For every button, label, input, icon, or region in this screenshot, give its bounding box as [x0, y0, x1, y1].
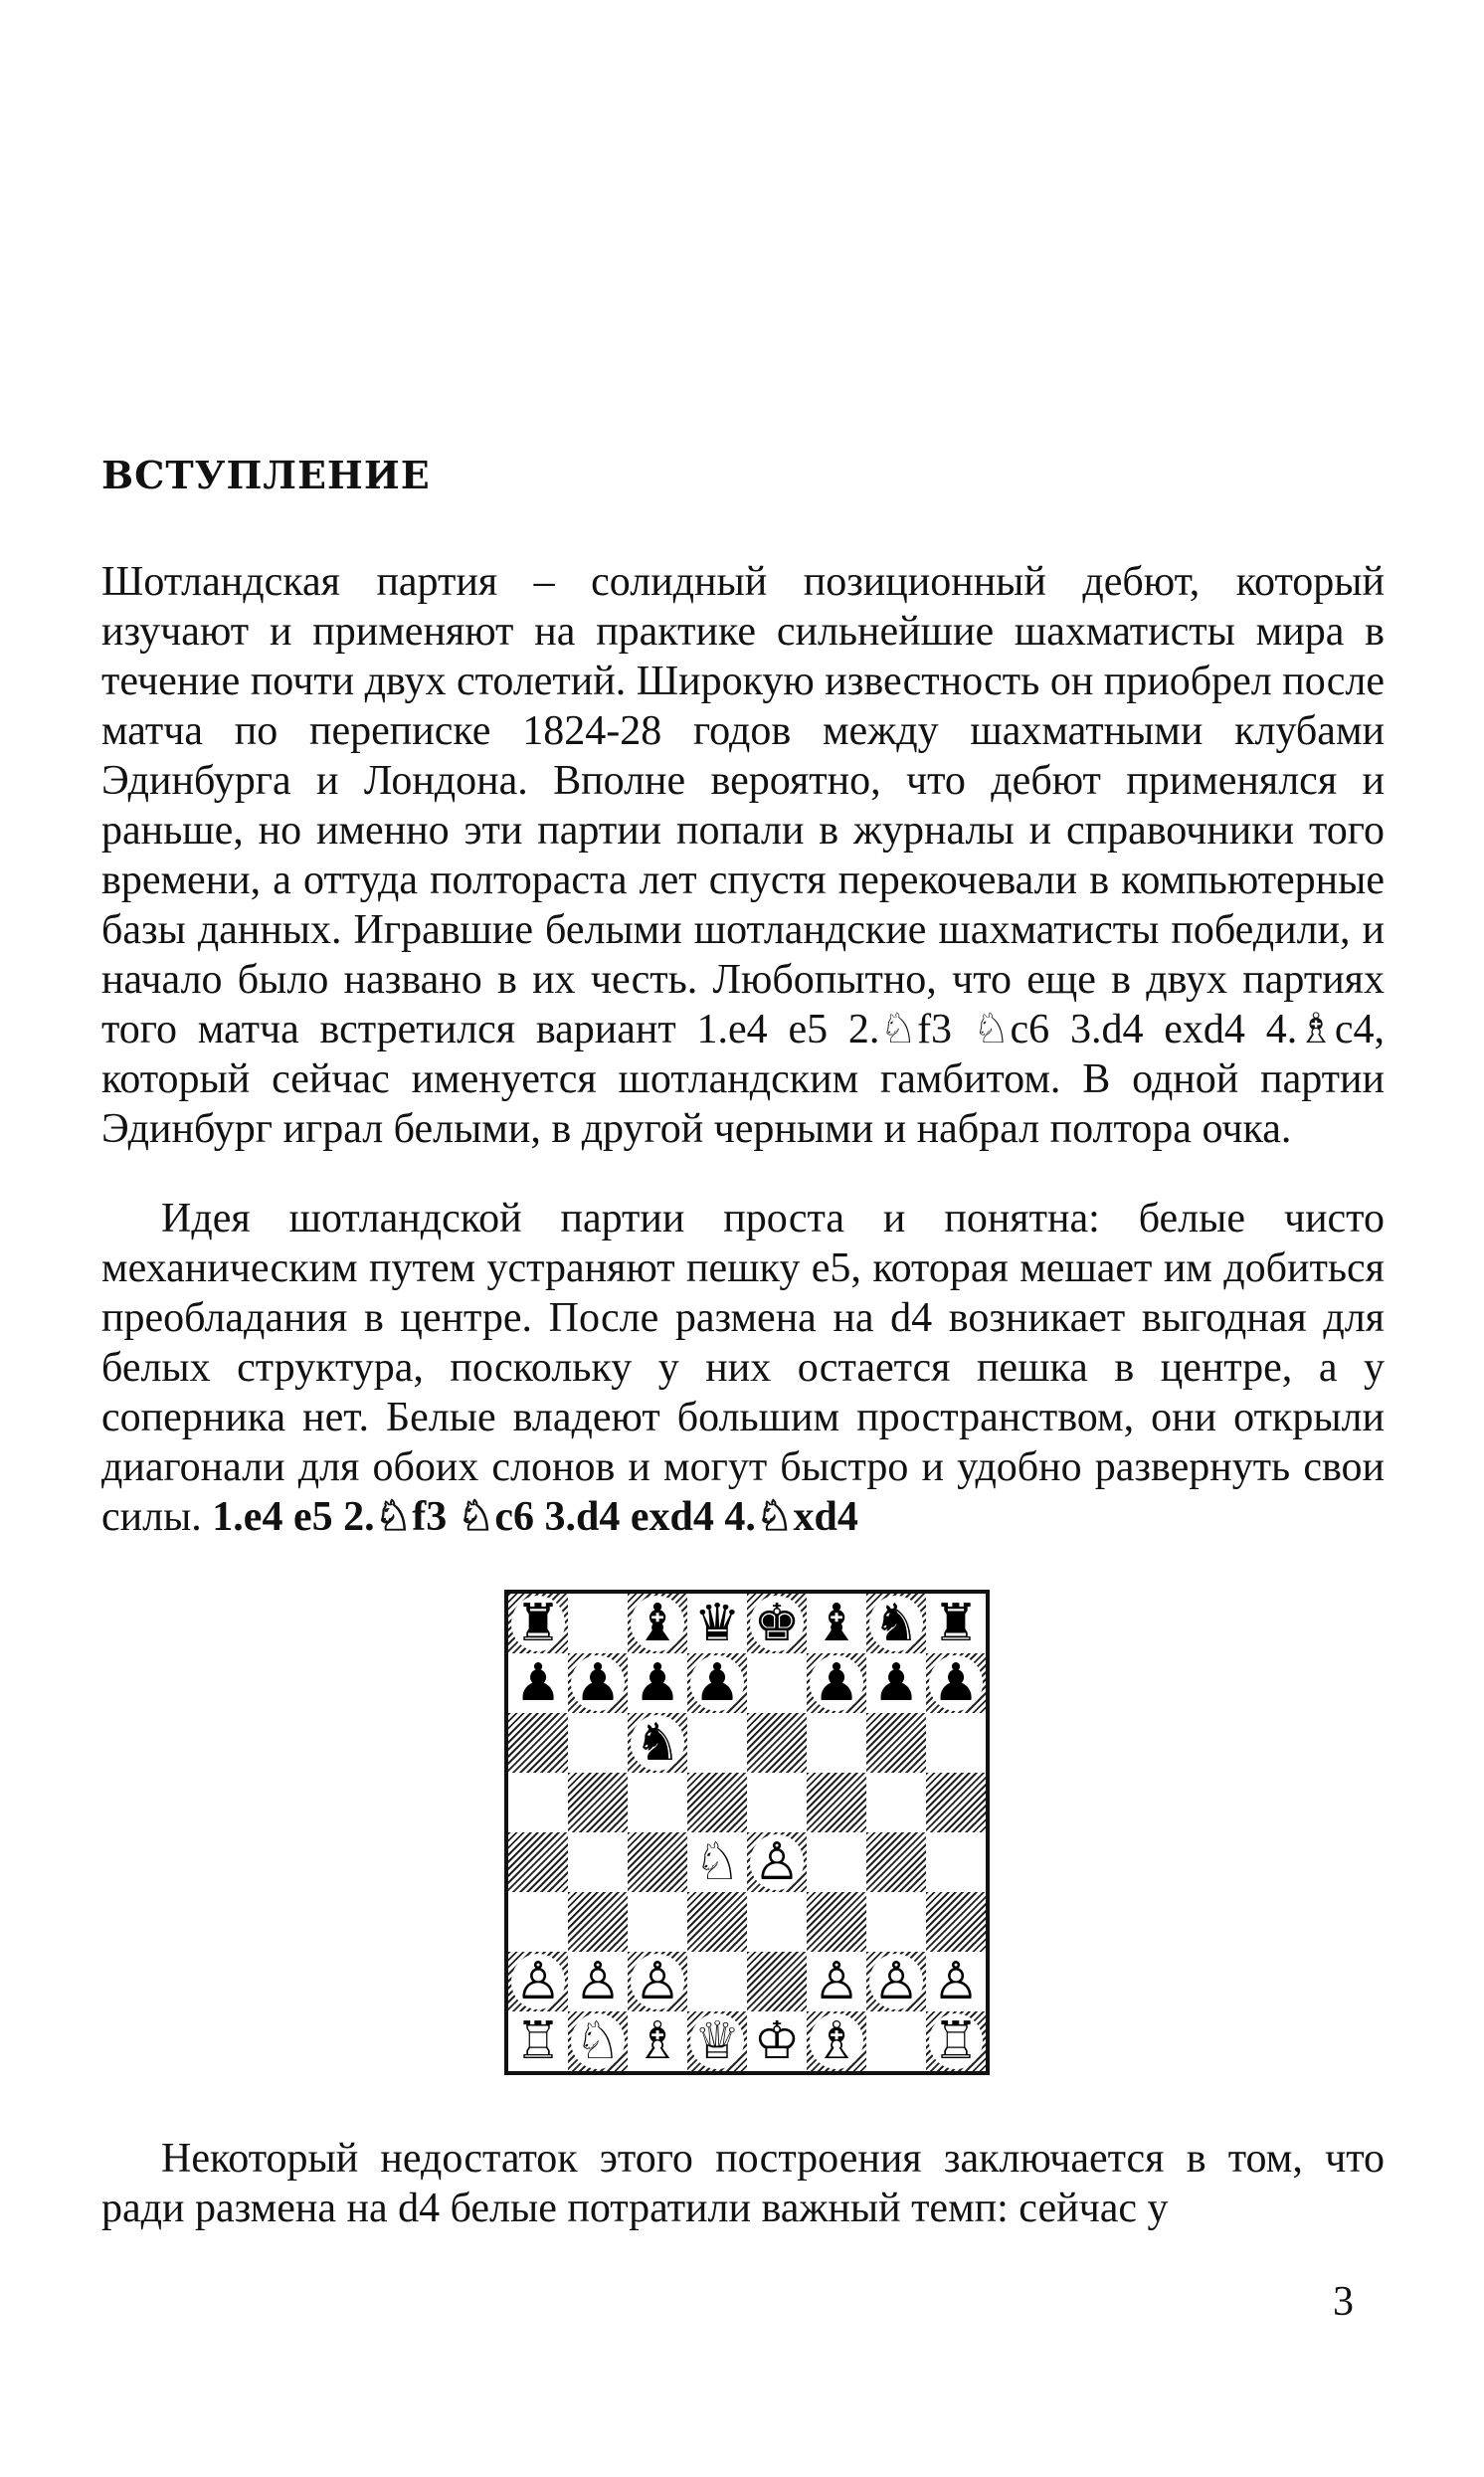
black-pawn-icon: ♟	[866, 1653, 926, 1713]
black-king-icon: ♚	[747, 1594, 807, 1653]
square-h4	[926, 1832, 986, 1892]
white-knight-icon: ♘	[687, 1832, 747, 1892]
square-e6	[747, 1713, 807, 1773]
black-bishop-icon: ♝	[807, 1594, 866, 1653]
square-d5	[687, 1773, 747, 1832]
black-pawn-icon: ♟	[628, 1653, 687, 1713]
square-g3	[866, 1892, 926, 1952]
square-b4	[568, 1832, 628, 1892]
square-g6	[866, 1713, 926, 1773]
black-knight-icon: ♞	[628, 1713, 687, 1773]
square-b6	[568, 1713, 628, 1773]
white-pawn-icon: ♙	[807, 1952, 866, 2011]
square-c3	[628, 1892, 687, 1952]
white-rook-icon: ♖	[926, 2011, 986, 2071]
black-rook-icon: ♜	[508, 1594, 568, 1653]
white-pawn-icon: ♙	[747, 1832, 807, 1892]
square-f5	[807, 1773, 866, 1832]
paragraph-idea-text: Идея шотландской партии проста и понятна: белые чисто механическим путем устраняют пешку e5, которая мешает им добиться преобладания в центре. После размена на d4 возникает выгодная для белых структура, поскольку у них остается пешка в центре, а у соперника нет. Белые владеют большим пространством, они открыли диагонали для обоих слонов и могут быстро и удобно развернуть свои силы.	[101, 1196, 1385, 1540]
white-pawn-icon: ♙	[568, 1952, 628, 2011]
square-h6	[926, 1713, 986, 1773]
square-f4	[807, 1832, 866, 1892]
square-d2	[687, 1952, 747, 2011]
black-queen-icon: ♛	[687, 1594, 747, 1653]
black-pawn-icon: ♟	[926, 1653, 986, 1713]
white-rook-icon: ♖	[508, 2011, 568, 2071]
main-line-moves: 1.e4 e5 2.♘f3 ♘c6 3.d4 exd4 4.♘xd4	[212, 1494, 858, 1540]
square-d3	[687, 1892, 747, 1952]
square-b3	[568, 1892, 628, 1952]
black-pawn-icon: ♟	[568, 1653, 628, 1713]
square-e7	[747, 1653, 807, 1713]
square-b5	[568, 1773, 628, 1832]
black-pawn-icon: ♟	[687, 1653, 747, 1713]
square-c4	[628, 1832, 687, 1892]
square-b8	[568, 1594, 628, 1653]
white-king-icon: ♔	[747, 2011, 807, 2071]
paragraph-continuation: Некоторый недостаток этого построения заключается в том, что ради размена на d4 белые потратили важный темп: сейчас у	[101, 2136, 1385, 2231]
square-g1	[866, 2011, 926, 2071]
square-a4	[508, 1832, 568, 1892]
square-f3	[807, 1892, 866, 1952]
square-a6	[508, 1713, 568, 1773]
square-e2	[747, 1952, 807, 2011]
square-f6	[807, 1713, 866, 1773]
chess-diagram	[504, 1590, 990, 2075]
paragraph-intro: Шотландская партия – солидный позиционный дебют, который изучают и применяют на практике сильнейшие шахматисты мира в течение почти двух столетий. Широкую известность он приобрел после матча по переписке 1824-28 годов между шахматными клубами Эдинбурга и Лондона. Вполне вероятно, что дебют применялся и раньше, но именно эти партии попали в журналы и справочники того времени, а оттуда полтораста лет спустя перекочевали в компьютерные базы данных. Игравшие белыми шотландские шахматисты победили, и начало было названо в их честь. Любопытно, что еще в двух партиях того матча встретился вариант 1.e4 e5 2.♘f3 ♘c6 3.d4 exd4 4.♗c4, который сейчас именуется шотландским гамбитом. В одной партии Эдинбург играл белыми, в другой черными и набрал полтора очка.	[101, 559, 1385, 1152]
page-number: 3	[1333, 2279, 1354, 2325]
black-pawn-icon: ♟	[807, 1653, 866, 1713]
black-pawn-icon: ♟	[508, 1653, 568, 1713]
square-g5	[866, 1773, 926, 1832]
square-g4	[866, 1832, 926, 1892]
white-queen-icon: ♕	[687, 2011, 747, 2071]
black-knight-icon: ♞	[866, 1594, 926, 1653]
black-rook-icon: ♜	[926, 1594, 986, 1653]
square-d6	[687, 1713, 747, 1773]
square-e5	[747, 1773, 807, 1832]
square-a5	[508, 1773, 568, 1832]
square-a3	[508, 1892, 568, 1952]
white-pawn-icon: ♙	[926, 1952, 986, 2011]
white-bishop-icon: ♗	[628, 2011, 687, 2071]
section-heading: ВСТУПЛЕНИЕ	[101, 453, 431, 497]
paragraph-idea	[101, 1194, 1385, 1542]
white-pawn-icon: ♙	[866, 1952, 926, 2011]
white-pawn-icon: ♙	[628, 1952, 687, 2011]
black-bishop-icon: ♝	[628, 1594, 687, 1653]
white-pawn-icon: ♙	[508, 1952, 568, 2011]
square-c5	[628, 1773, 687, 1832]
white-bishop-icon: ♗	[807, 2011, 866, 2071]
square-h5	[926, 1773, 986, 1832]
square-h3	[926, 1892, 986, 1952]
white-knight-icon: ♘	[568, 2011, 628, 2071]
square-e3	[747, 1892, 807, 1952]
